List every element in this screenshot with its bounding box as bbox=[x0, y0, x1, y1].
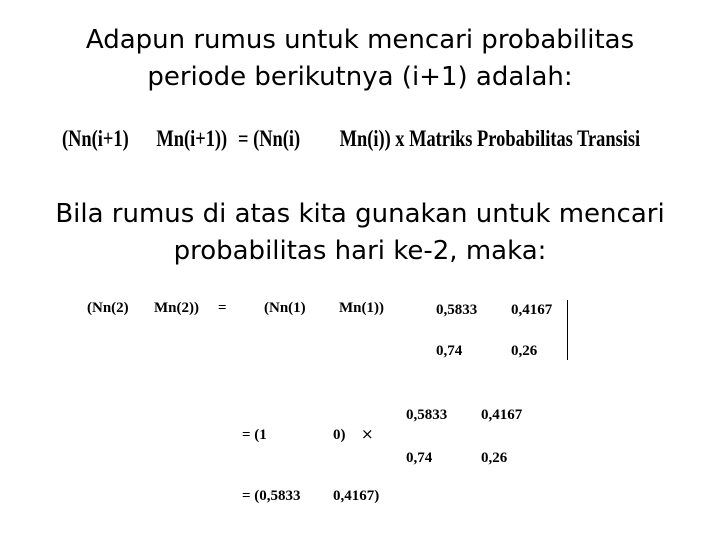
step3-result-a: = (0,5833 bbox=[242, 488, 301, 504]
body-line-1: Bila rumus di atas kita gunakan untuk mencari bbox=[55, 199, 665, 229]
step1-matrix-cell: 0,4167 bbox=[511, 302, 553, 318]
step1-matrix-cell: 0,5833 bbox=[436, 302, 478, 318]
general-lhs-mn: Mn(i+1)) bbox=[156, 126, 228, 151]
step2-matrix-cell: 0,74 bbox=[406, 450, 433, 466]
step3-result-b: 0,4167) bbox=[333, 488, 380, 504]
title-line-1: Adapun rumus untuk mencari probabilitas bbox=[85, 25, 635, 55]
step1-rhs-nn: (Nn(1) bbox=[264, 300, 306, 316]
step1-lhs-mn: Mn(2)) bbox=[154, 300, 199, 316]
step2-matrix-cell: 0,26 bbox=[481, 450, 508, 466]
step1-lhs-nn: (Nn(2) bbox=[87, 300, 129, 316]
step1-eq: = bbox=[218, 300, 227, 316]
step2-matrix-cell: 0,4167 bbox=[481, 407, 523, 423]
step2-close: 0) bbox=[333, 427, 346, 443]
general-eq-nn: = (Nn(i) bbox=[238, 126, 301, 151]
general-lhs-nn: (Nn(i+1) bbox=[62, 126, 129, 151]
slide-title bbox=[20, 22, 700, 96]
step2-matrix-cell: 0,5833 bbox=[406, 407, 448, 423]
multiply-sign: × bbox=[361, 425, 374, 443]
body-text bbox=[20, 196, 700, 270]
body-line-2: probabilitas hari ke-2, maka: bbox=[173, 236, 547, 266]
title-line-2: periode berikutnya (i+1) adalah: bbox=[147, 62, 573, 92]
matrix-bracket-right bbox=[567, 300, 568, 360]
general-rhs-mn: Mn(i)) x Matriks Probabilitas Transisi bbox=[339, 126, 641, 151]
step1-matrix-cell: 0,26 bbox=[511, 343, 538, 359]
step1-rhs-mn: Mn(1)) bbox=[339, 300, 384, 316]
step2-eq-open: = (1 bbox=[242, 427, 267, 443]
step1-matrix-cell: 0,74 bbox=[436, 343, 463, 359]
